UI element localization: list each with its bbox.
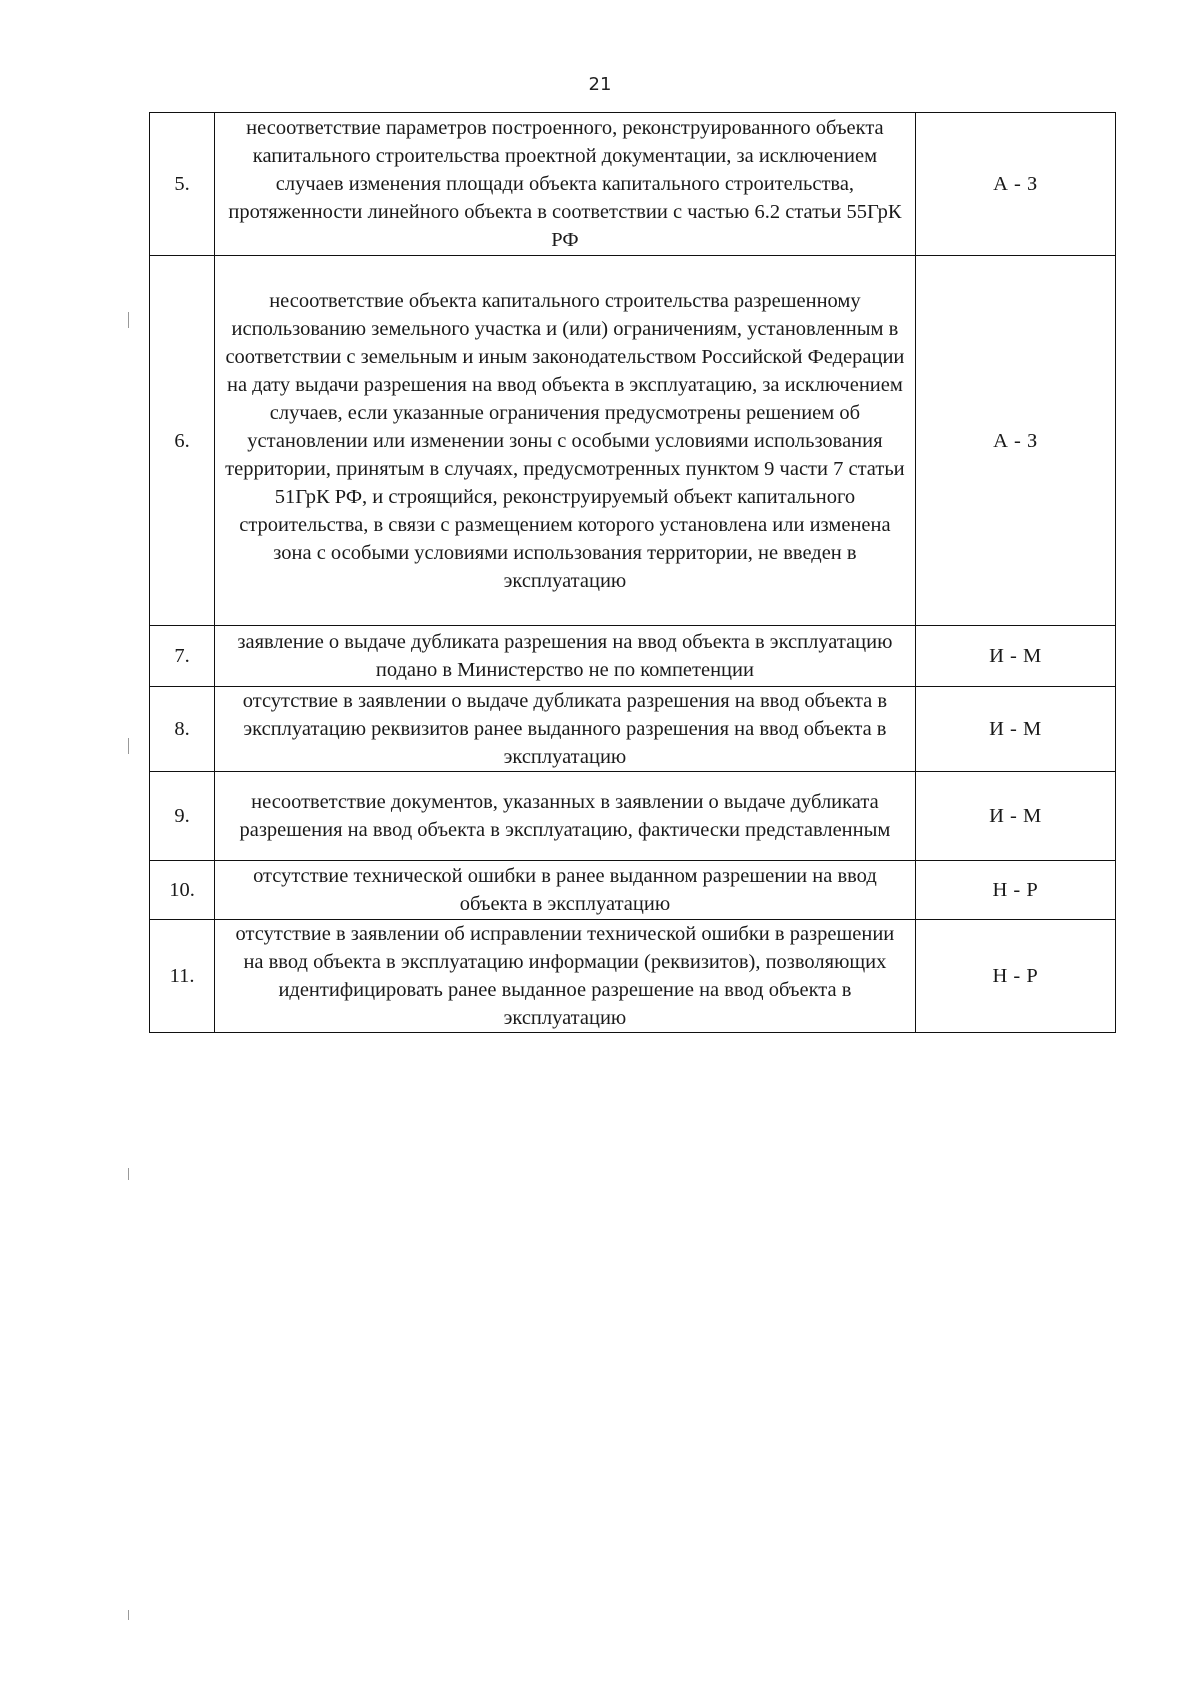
table-row [150, 920, 1116, 1033]
row-description: отсутствие в заявлении об исправлении технической ошибки в разрешении на ввод объекта в эксплуатацию информации (реквизитов), позволяющих идентифицировать ранее выданное разрешение на ввод объекта в эксплуатацию [215, 920, 916, 1033]
table-row [150, 687, 1116, 772]
row-code: И - М [915, 772, 1115, 861]
table-row [150, 113, 1116, 256]
row-code: И - М [915, 626, 1115, 687]
row-description: несоответствие документов, указанных в заявлении о выдаче дубликата разрешения на ввод объекта в эксплуатацию, фактически представленным [215, 772, 916, 861]
row-number: 11. [150, 920, 215, 1033]
row-number: 10. [150, 861, 215, 920]
row-description: отсутствие в заявлении о выдаче дубликата разрешения на ввод объекта в эксплуатацию реквизитов ранее выданного разрешения на ввод объекта в эксплуатацию [215, 687, 916, 772]
row-number: 7. [150, 626, 215, 687]
page-number: 21 [588, 74, 612, 95]
row-description: заявление о выдаче дубликата разрешения на ввод объекта в эксплуатацию подано в Министерство не по компетенции [215, 626, 916, 687]
table-row [150, 772, 1116, 861]
table-row [150, 256, 1116, 626]
table-row [150, 626, 1116, 687]
requirements-table [149, 112, 1116, 1033]
row-description: несоответствие параметров построенного, реконструированного объекта капитального строительства проектной документации, за исключением случаев изменения площади объекта капитального строительства, протяженности линейного объекта в соответствии с частью 6.2 статьи 55ГрК РФ [215, 113, 916, 256]
row-code: И - М [915, 687, 1115, 772]
row-description: несоответствие объекта капитального строительства разрешенному использованию земельного участка и (или) ограничениям, установленным в соответствии с земельным и иным законодательством Российской Федерации на дату выдачи разрешения на ввод объекта в эксплуатацию, за исключением случаев, если указанные ограничения предусмотрены решением об установлении или изменении зоны с особыми условиями использования территории, принятым в случаях, предусмотренных пунктом 9 части 7 статьи 51ГрК РФ, и строящийся, реконструируемый объект капитального строительства, в связи с размещением которого установлена или изменена зона с особыми условиями использования территории, не введен в эксплуатацию [215, 256, 916, 626]
row-code: Н - Р [915, 920, 1115, 1033]
row-number: 5. [150, 113, 215, 256]
row-number: 6. [150, 256, 215, 626]
row-code: А - З [915, 256, 1115, 626]
table-row [150, 861, 1116, 920]
scan-mark [128, 738, 129, 754]
row-number: 9. [150, 772, 215, 861]
row-number: 8. [150, 687, 215, 772]
row-code: Н - Р [915, 861, 1115, 920]
scan-mark [128, 312, 129, 328]
row-code: А - З [915, 113, 1115, 256]
scan-mark [128, 1168, 129, 1180]
scan-mark [128, 1610, 129, 1620]
row-description: отсутствие технической ошибки в ранее выданном разрешении на ввод объекта в эксплуатацию [215, 861, 916, 920]
